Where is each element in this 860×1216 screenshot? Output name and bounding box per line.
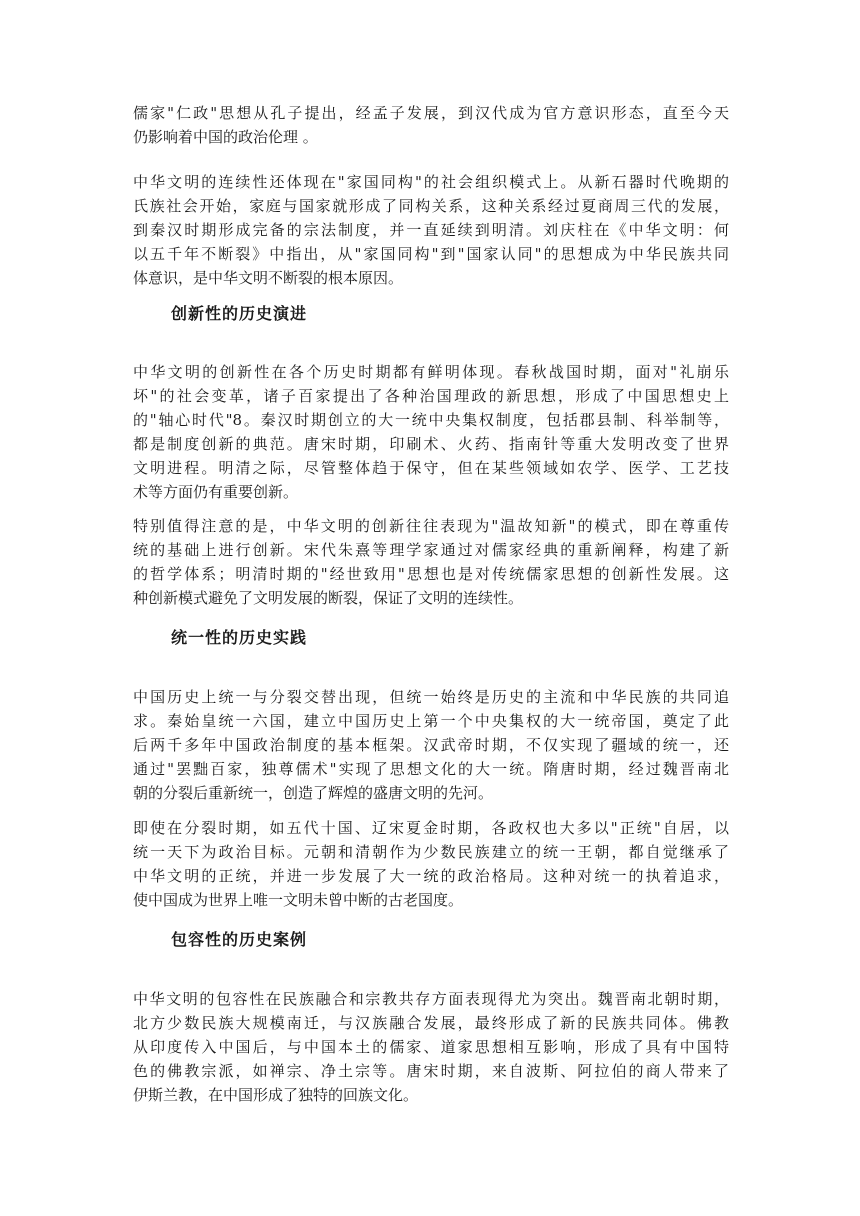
text-line: 的哲学体系；明清时期的"经世致用"思想也是对传统儒家思想的创新性发展。这	[133, 565, 729, 583]
text-line: 通过"罢黜百家，独尊儒术"实现了思想文化的大一统。隋唐时期，经过魏晋南北	[133, 760, 729, 778]
text-line: 即使在分裂时期，如五代十国、辽宋夏金时期，各政权也大多以"正统"自居，以	[133, 819, 729, 837]
paragraph-innovation-history	[133, 360, 729, 504]
text-line: 中华文明的创新性在各个历史时期都有鲜明体现。春秋战国时期，面对"礼崩乐	[133, 363, 729, 381]
text-line: 文明进程。明清之际，尽管整体趋于保守，但在某些领域如农学、医学、工艺技	[133, 459, 729, 477]
text-line: 体意识，是中华文明不断裂的根本原因。	[133, 269, 404, 287]
text-line: 中华文明的包容性在民族融合和宗教共存方面表现得尤为突出。魏晋南北朝时期，	[133, 990, 729, 1008]
text-line: 中华文明的连续性还体现在"家国同构"的社会组织模式上。从新石器时代晚期的	[133, 173, 729, 191]
text-line: 中华文明的正统，并进一步发展了大一统的政治格局。这种对统一的执着追求，	[133, 867, 729, 885]
text-line: 色的佛教宗派，如禅宗、净土宗等。唐宋时期，来自波斯、阿拉伯的商人带来了	[133, 1062, 729, 1080]
text-line: 术等方面仍有重要创新。	[133, 483, 299, 501]
paragraph-confucian-benevolence	[133, 101, 729, 149]
section-heading-unity: 统一性的历史实践	[171, 628, 308, 647]
section-heading-innovation: 创新性的历史演进	[171, 304, 308, 323]
paragraph-inclusiveness-cases	[133, 987, 729, 1107]
paragraph-unity-orthodoxy	[133, 816, 729, 912]
text-line: 中国历史上统一与分裂交替出现，但统一始终是历史的主流和中华民族的共同追	[133, 688, 729, 706]
text-line: 到秦汉时期形成完备的宗法制度，并一直延续到明清。刘庆柱在《中华文明：何	[133, 221, 729, 239]
text-line: 求。秦始皇统一六国，建立中国历史上第一个中央集权的大一统帝国，奠定了此	[133, 712, 729, 730]
text-line: 伊斯兰教，在中国形成了独特的回族文化。	[133, 1086, 419, 1104]
text-line: 从印度传入中国后，与中国本土的儒家、道家思想相互影响，形成了具有中国特	[133, 1038, 729, 1056]
paragraph-innovation-pattern	[133, 514, 729, 610]
text-line: 特别值得注意的是，中华文明的创新往往表现为"温故知新"的模式，即在尊重传	[133, 517, 729, 535]
text-line: 坏"的社会变革，诸子百家提出了各种治国理政的新思想，形成了中国思想史上	[133, 387, 729, 405]
text-line: 的"轴心时代"8。秦汉时期创立的大一统中央集权制度，包括郡县制、科举制等，	[133, 411, 729, 429]
text-line: 统一天下为政治目标。元朝和清朝作为少数民族建立的统一王朝，都自觉继承了	[133, 843, 729, 861]
text-line: 统的基础上进行创新。宋代朱熹等理学家通过对儒家经典的重新阐释，构建了新	[133, 541, 729, 559]
text-line: 种创新模式避免了文明发展的断裂，保证了文明的连续性。	[133, 589, 524, 607]
paragraph-family-state-isomorphism	[133, 170, 729, 290]
text-line: 使中国成为世界上唯一文明未曾中断的古老国度。	[133, 891, 464, 909]
text-line: 以五千年不断裂》中指出，从"家国同构"到"国家认同"的思想成为中华民族共同	[133, 245, 729, 263]
paragraph-unity-history	[133, 685, 729, 805]
text-line: 儒家"仁政"思想从孔子提出，经孟子发展，到汉代成为官方意识形态，直至今天	[133, 104, 729, 122]
text-line: 后两千多年中国政治制度的基本框架。汉武帝时期，不仅实现了疆域的统一，还	[133, 736, 729, 754]
text-line: 北方少数民族大规模南迁，与汉族融合发展，最终形成了新的民族共同体。佛教	[133, 1014, 729, 1032]
text-line: 仍影响着中国的政治伦理 。	[133, 128, 318, 146]
text-line: 都是制度创新的典范。唐宋时期，印刷术、火药、指南针等重大发明改变了世界	[133, 435, 729, 453]
text-line: 朝的分裂后重新统一，创造了辉煌的盛唐文明的先河。	[133, 784, 494, 802]
section-heading-inclusiveness: 包容性的历史案例	[171, 930, 308, 949]
text-line: 氏族社会开始，家庭与国家就形成了同构关系，这种关系经过夏商周三代的发展，	[133, 197, 729, 215]
